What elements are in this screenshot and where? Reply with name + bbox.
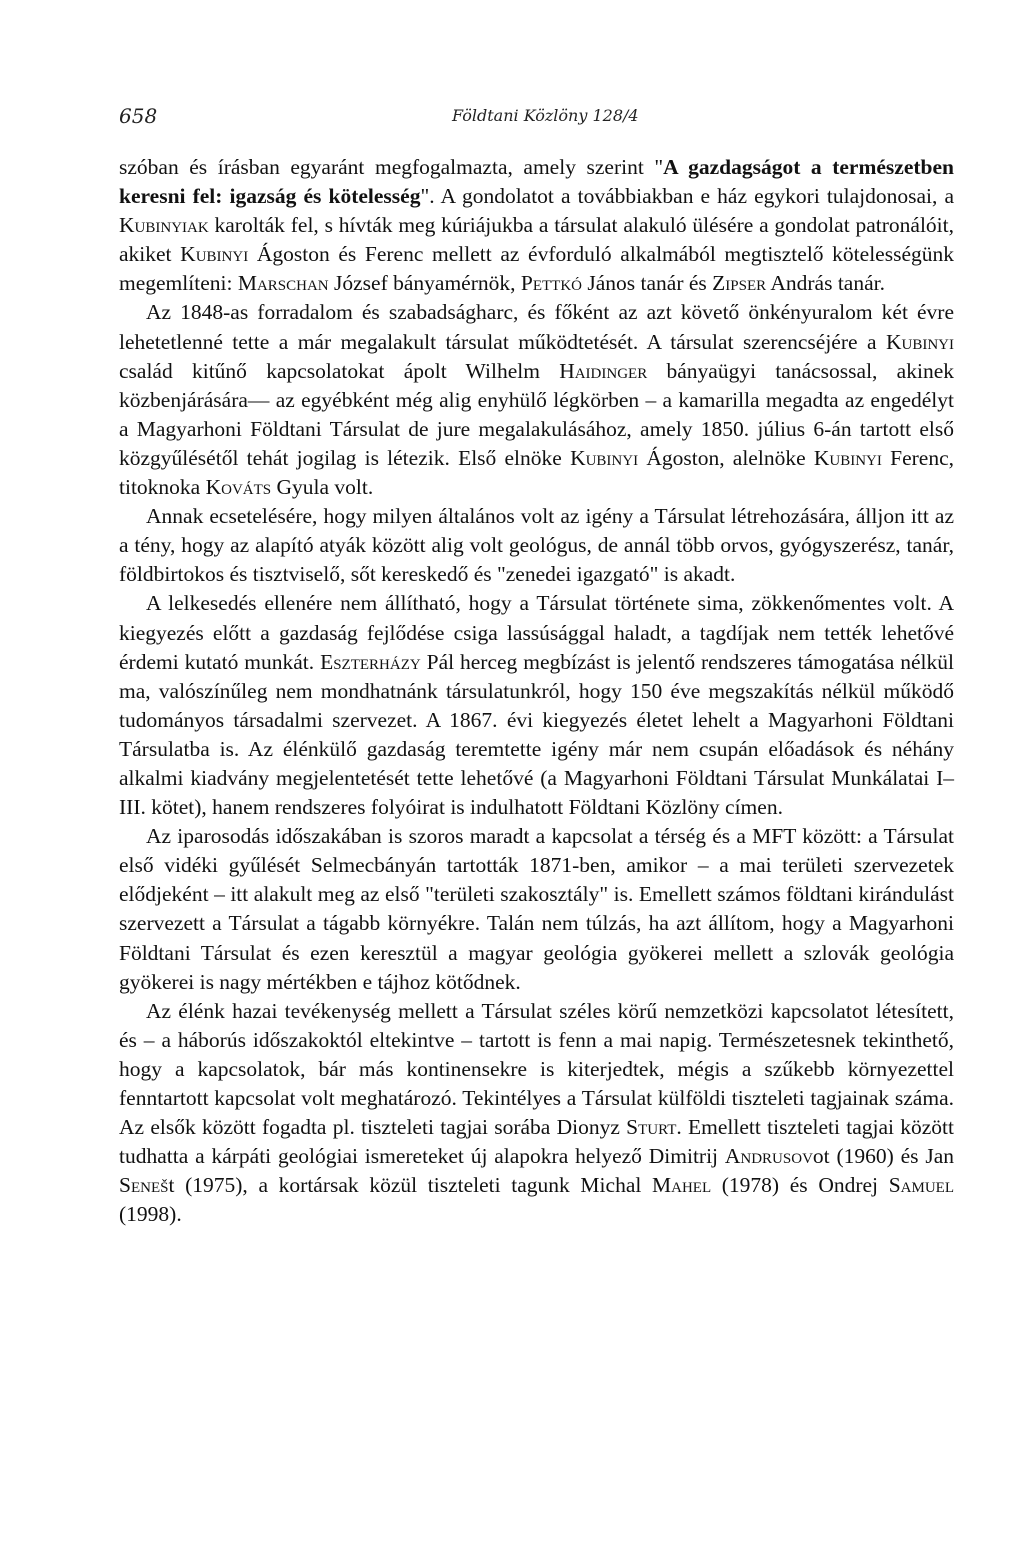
surname: Samuel	[888, 1173, 954, 1198]
text-run: ". A gondolatot a továbbiakban e ház egykori tulajdonosai, a	[420, 184, 954, 209]
paragraph-2	[119, 298, 954, 502]
text-run: József bányamérnök,	[328, 271, 521, 296]
text-run: A lelkesedés ellenére nem állítható, hogy a Társulat története sima, zökkenőmentes volt. A kiegyezés előtt a gazdaság fejlődése csiga lassúsággal haladt, a tagdíjak nem tették lehetővé érdemi kutató munkát.	[119, 591, 954, 674]
text-run: Ágoston és Ferenc mellett az évforduló alkalmából megtisztelő kötelességünk megemlíteni:	[119, 242, 954, 296]
paragraph-6	[119, 997, 954, 1230]
surname: Marschan	[237, 271, 329, 296]
quote-bold: A gazdagságot a természetben keresni fel: igazság és kötelesség	[119, 155, 954, 209]
surname: Kubinyi	[885, 329, 954, 354]
article-body	[119, 153, 954, 1229]
text-run: karolták fel, s hívták meg kúriájukba a társulat alakuló ülésére a gondolat patronálóit, akiket	[119, 213, 954, 267]
text-run: András tanár.	[766, 271, 885, 296]
surname: Mahel	[652, 1173, 712, 1198]
surname: Kubinyi	[813, 445, 882, 470]
running-header	[119, 104, 919, 134]
text-run: bányaügyi tanácsossal, akinek közbenjárására— az egyébként még alig enyhülő légkörben – a kamarilla megadta az engedélyt a Magyarhoni Földtani Társulat de jure megalakulásához, amely 1850. július 6-án tartott első közgyűlésétől tehát jogilag is létezik. Első elnöke	[119, 358, 954, 470]
text-run: János tanár és	[582, 271, 713, 296]
paragraph-1	[119, 153, 954, 298]
paragraph-4	[119, 589, 954, 822]
surname: Andrusov	[724, 1144, 813, 1169]
text-run: szóban és írásban egyaránt megfogalmazta, amely szerint "	[119, 155, 664, 179]
paragraph-5: Az iparosodás időszakában is szoros maradt a kapcsolat a térség és a MFT között: a Társulat első vidéki gyűlését Selmecbányán tartották 1871-ben, amikor – a mai területi szervezetek elődjeként – itt alakult meg az első "területi szakosztály" is. Emellett számos földtani kirándulást szervezett a Társulat a tágabb környékre. Talán nem túlzás, ha azt állítom, hogy a Magyarhoni Földtani Társulat és ezen keresztül a magyar geológia gyökerei mellett a szlovák geológia gyökerei is nagy mértékben e tájhoz kötődnek.	[119, 824, 954, 994]
text-run: Az élénk hazai tevékenység mellett a Társulat széles körű nemzetközi kapcsolatot létesített, és – a háborús időszakoktól eltekintve – tartott is fenn a mai napig. Természetesnek tekinthető, hogy a kapcsolatok, bár más kontinensekre is kiterjedtek, mégis a szűkebb környezettel fenntartott kapcsolat volt meghatározó. Tekintélyes a Társulat külföldi tiszteleti tagjainak száma. Az elsők között fogadta pl. tiszteleti tagjai sorába Dionyz	[119, 998, 954, 1140]
surname: Seneš	[119, 1173, 169, 1198]
surname: Sturt	[626, 1115, 677, 1140]
surname: Haidinger	[559, 358, 648, 383]
text-run: Pál herceg megbízást is jelentő rendszeres támogatása nélkül ma, valószínűleg nem mondhatnánk társulatunkról, hogy 150 éve megszakítás nélkül működő tudományos társadalmi szervezet. A 1867. évi kiegyezés életet lehelt a Magyarhoni Földtani Társulatba is. Az élénkülő gazdaság teremtette igény már nem csupán előadások és néhány alkalmi kiadvány megjelentetését tette lehetővé (a Magyarhoni Földtani Társulat Munkálatai I–III. kötet), hanem rendszeres folyóirat is indulhatott Földtani Közlöny címen.	[119, 649, 954, 820]
text-run: Ferenc, titoknoka	[119, 445, 954, 500]
text-run: (1998).	[119, 1202, 182, 1227]
surname: Kubinyi	[570, 445, 639, 470]
text-run: . Emellett tiszteleti tagjai között tudhatta a kárpáti geológiai ismereteket új alapokra helyező Dimitrij	[119, 1115, 954, 1169]
text-run: Ágoston, alelnöke	[638, 445, 814, 470]
text-run: t (1975), a kortársak közül tiszteleti tagunk Michal	[168, 1173, 652, 1198]
paragraph-3: Annak ecsetelésére, hogy milyen általános volt az igény a Társulat létrehozására, álljon itt az a tény, hogy az alapító atyák között alig volt geológus, de annál több orvos, gyógyszerész, tanár, földbirtokos és tisztviselő, sőt kereskedő és "zenedei igazgató" is akadt.	[119, 504, 954, 587]
text-run: Gyula volt.	[271, 475, 374, 500]
surname: Kubinyi	[180, 242, 249, 267]
page-number: 658	[119, 104, 158, 128]
surname: Pettkó	[520, 271, 583, 296]
text-run: család kitűnő kapcsolatokat ápolt Wilhelm	[119, 358, 560, 383]
surname: Eszterházy	[320, 649, 421, 674]
text-run: ot (1960) és Jan	[812, 1144, 954, 1169]
text-run: Az 1848-as forradalom és szabadságharc, és főként az azt követő önkényuralom két évre lehetetlenné tette a már megalakult társulat működtetését. A társulat szerencséjére a	[119, 300, 954, 354]
journal-title: Földtani Közlöny 128/4	[452, 106, 639, 125]
surname: Zipser	[712, 271, 767, 296]
surname: Kubinyiak	[119, 213, 209, 238]
text-run: (1978) és Ondrej	[711, 1173, 889, 1198]
surname: Kováts	[205, 475, 272, 500]
